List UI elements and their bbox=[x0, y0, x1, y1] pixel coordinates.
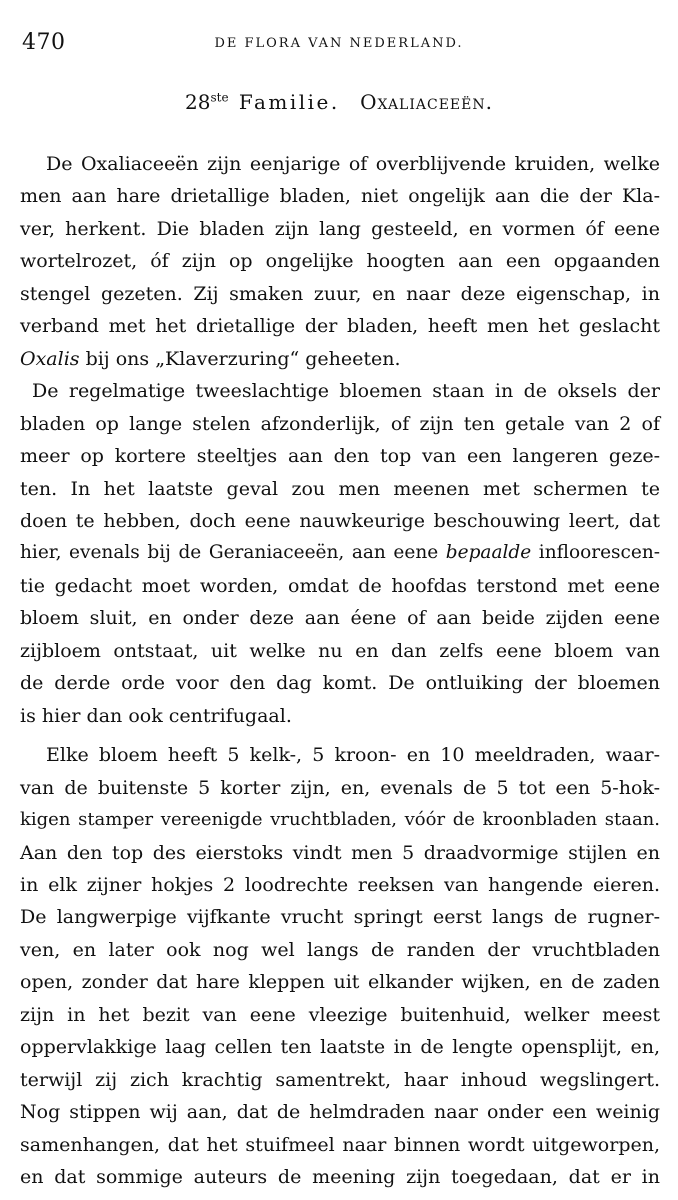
paragraph-gap bbox=[20, 732, 660, 739]
text-line: verband met het drietallige der bladen, heeft men het geslacht bbox=[20, 315, 660, 338]
text-line: ven, en later ook nog wel langs de randen der vruchtbladen bbox=[20, 938, 660, 961]
text-line: De regelmatige tweeslachtige bloemen staan in de oksels der bbox=[32, 380, 660, 403]
text-line: zijbloem ontstaat, uit welke nu en dan zelfs eene bloem van bbox=[20, 639, 660, 662]
text-line: ver, herkent. Die bladen zijn lang gesteeld, en vormen óf eene bbox=[20, 217, 660, 240]
paragraph-3 bbox=[20, 739, 660, 1193]
page-number: 470 bbox=[22, 30, 66, 55]
text-line: bloem sluit, en onder deze aan éene of aan beide zijden eene bbox=[20, 607, 660, 630]
text-line: De Oxaliaceeën zijn eenjarige of overblijvende kruiden, welke bbox=[46, 153, 660, 175]
body-text bbox=[20, 148, 660, 1194]
text-line: De langwerpige vijfkante vrucht springt eerst langs de rugner- bbox=[20, 906, 660, 929]
text-line: samenhangen, dat het stuifmeel naar binnen wordt uitgeworpen, bbox=[20, 1133, 660, 1156]
text-line: oppervlakkige laag cellen ten laatste in de lengte opensplijt, en, bbox=[20, 1036, 660, 1059]
text-line: zijn in het bezit van eene vleezige buitenhuid, welker meest bbox=[20, 1003, 660, 1026]
paragraph-2 bbox=[20, 375, 660, 732]
text-line: men aan hare drietallige bladen, niet ongelijk aan die der Kla- bbox=[20, 185, 660, 208]
text-line: terwijl zij zich krachtig samentrekt, haar inhoud wegslingert. bbox=[20, 1068, 660, 1091]
paragraph-1 bbox=[20, 148, 660, 375]
text-line bbox=[20, 537, 660, 569]
text-line: Nog stippen wij aan, dat de helmdraden naar onder een weinig bbox=[20, 1101, 660, 1124]
text-line: Aan den top des eierstoks vindt men 5 draadvormige stijlen en bbox=[20, 841, 660, 864]
text-line: meer op kortere steeltjes aan den top van een langeren geze- bbox=[20, 445, 660, 468]
text-line: wortelrozet, óf zijn op ongelijke hoogten aan een opgaanden bbox=[20, 250, 660, 273]
family-word: Familie. bbox=[238, 90, 340, 114]
text-fragment: bij ons „Klaverzuring“ geheeten. bbox=[79, 347, 401, 370]
chapter-heading bbox=[0, 90, 678, 114]
family-name: Oxaliaceeën. bbox=[360, 90, 493, 114]
text-line: van de buitenste 5 korter zijn, en, evenals de 5 tot een 5-hok- bbox=[20, 776, 660, 799]
text-line: Elke bloem heeft 5 kelk-, 5 kroon- en 10 meeldraden, waar- bbox=[46, 744, 660, 767]
text-line: tie gedacht moet worden, omdat de hoofdas terstond met eene bbox=[20, 574, 660, 597]
text-line bbox=[20, 343, 660, 375]
running-title: DE FLORA VAN NEDERLAND. bbox=[214, 36, 464, 51]
text-line: ten. In het laatste geval zou men meenen met schermen te bbox=[20, 477, 660, 500]
text-fragment: hier, evenals bij de Geraniaceeën, aan eene bbox=[20, 542, 446, 564]
text-line: bladen op lange stelen afzonderlijk, of zijn ten getale van 2 of bbox=[20, 412, 660, 435]
text-line: open, zonder dat hare kleppen uit elkander wijken, en de zaden bbox=[20, 971, 660, 994]
family-ordinal-suffix: ste bbox=[210, 90, 229, 105]
text-line: kigen stamper vereenigde vruchtbladen, vóór de kroonbladen staan. bbox=[20, 809, 660, 831]
text-line: in elk zijner hokjes 2 loodrechte reeksen van hangende eieren. bbox=[20, 873, 660, 896]
text-line: is hier dan ook centrifugaal. bbox=[20, 704, 292, 727]
text-fragment: infloorescen- bbox=[531, 542, 661, 564]
text-line: doen te hebben, doch eene nauwkeurige beschouwing leert, dat bbox=[20, 509, 660, 532]
genus-name-oxalis: Oxalis bbox=[20, 347, 80, 370]
family-ordinal: 28 bbox=[185, 90, 211, 114]
italic-term-bepaalde: bepaalde bbox=[445, 542, 532, 564]
text-line: en dat sommige auteurs de meening zijn toegedaan, dat er in bbox=[20, 1166, 660, 1189]
page-header bbox=[22, 30, 656, 60]
text-line: de derde orde voor den dag komt. De ontluiking der bloemen bbox=[20, 672, 660, 695]
text-line: stengel gezeten. Zij smaken zuur, en naar deze eigenschap, in bbox=[20, 282, 660, 305]
